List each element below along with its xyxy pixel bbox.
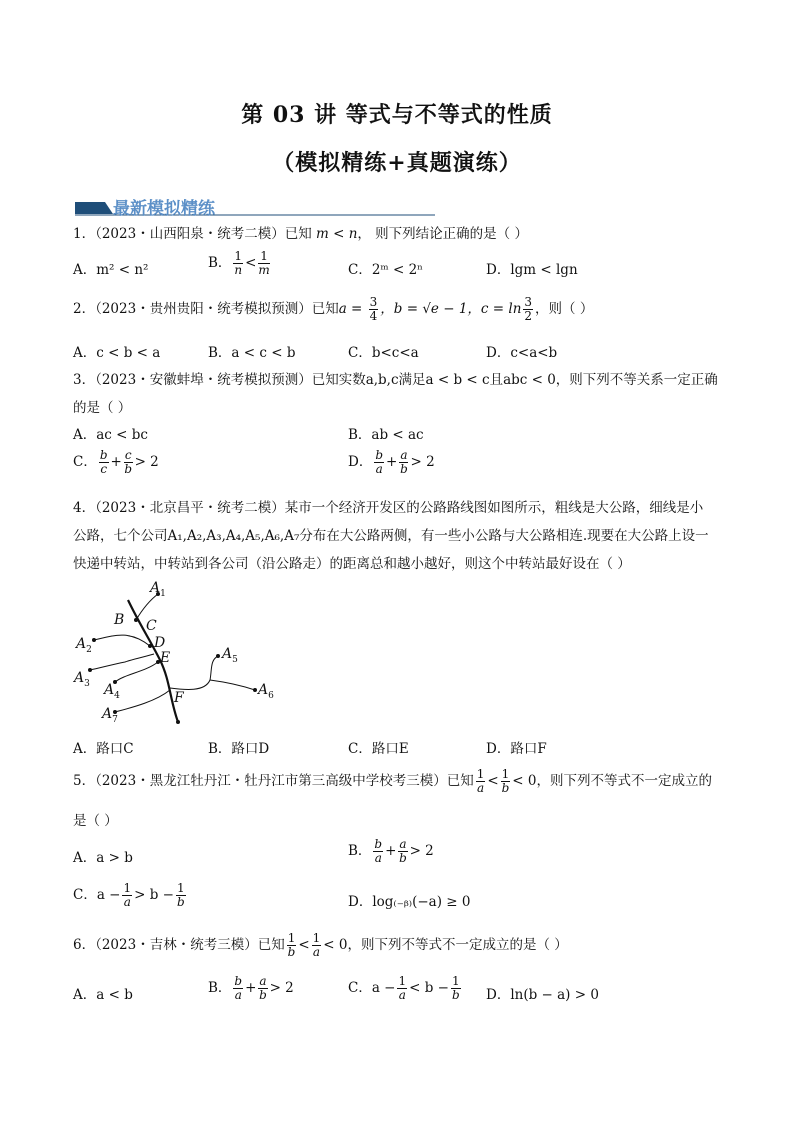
label-c: C <box>146 618 157 634</box>
q6-option-c: C．a − $\frac{1}{a}$ < b − $\frac{1}{b}$ <box>348 974 460 1002</box>
label-b: B <box>114 612 125 628</box>
q2-option-a: A．c < b < a <box>73 345 161 361</box>
q3-stem-line1: 3．（2023・安徽蚌埠・统考模拟预测）已知实数a,b,c满足a < b < c且abc < 0，则下列不等关系一定正确 <box>73 372 718 388</box>
q6-option-a: A．a < b <box>73 987 133 1003</box>
q4-option-a: A．路口C <box>73 741 134 757</box>
q5-option-c: C．a − $\frac{1}{a}$ > b − $\frac{1}{b}$ <box>73 881 185 909</box>
q4-option-c: C．路口E <box>348 741 409 757</box>
q5-option-d: D．log₍₋ᵦ₎(−a) ≥ 0 <box>348 894 471 910</box>
label-a5: $A_5$ <box>222 646 238 665</box>
q3-option-d: D． $\frac{b}{a}$ + $\frac{a}{b}$ > 2 <box>348 448 435 476</box>
q5-stem-line2: 是（ ） <box>73 813 118 829</box>
page-subtitle: （模拟精练+真题演练） <box>272 150 522 176</box>
q1-stem: 1．（2023・山西阳泉・统考二模）已知 m < n， 则下列结论正确的是（ ） <box>73 226 528 242</box>
q5-stem-line1: 5．（2023・黑龙江牡丹江・牡丹江市第三高级中学校考三模）已知 $\frac{1}{a}$ < $\frac{1}{b}$ < 0，则下列不等式不一定成立的 <box>73 767 712 795</box>
q2-option-b: B．a < c < b <box>208 345 296 361</box>
q4-stem-line1: 4．（2023・北京昌平・统考二模）某市一个经济开发区的公路路线图如图所示，粗线是大公路，细线是小 <box>73 500 704 516</box>
q3-stem-line2: 的是（ ） <box>73 400 132 416</box>
q1-option-c: C．2ᵐ < 2ⁿ <box>348 262 424 278</box>
label-f: F <box>174 690 184 706</box>
q3-option-c: C． $\frac{b}{c}$ + $\frac{c}{b}$ > 2 <box>73 448 159 476</box>
q1-option-d: D．lgm < lgn <box>486 262 578 278</box>
label-e: E <box>160 650 171 666</box>
section-heading: 最新模拟精练 <box>113 199 215 219</box>
section-banner <box>75 194 435 218</box>
label-a4: $A_4$ <box>104 682 120 701</box>
q5-option-b: B． $\frac{b}{a}$ + $\frac{a}{b}$ > 2 <box>348 837 434 865</box>
page-title: 第 03 讲 等式与不等式的性质 <box>241 102 553 128</box>
q1-option-a: A．m² < n² <box>73 262 149 278</box>
label-a3: $A_3$ <box>74 670 90 689</box>
q2-option-d: D．c<a<b <box>486 345 558 361</box>
label-a2: $A_2$ <box>76 636 92 655</box>
q3-option-b: B．ab < ac <box>348 427 424 443</box>
q5-option-a: A．a > b <box>73 850 133 866</box>
q4-option-b: B．路口D <box>208 741 270 757</box>
q4-stem-line2: 公路，七个公司A₁,A₂,A₃,A₄,A₅,A₆,A₇分布在大公路两侧，有一些小公路与大公路相连.现要在大公路上设一 <box>73 528 709 544</box>
q6-stem: 6．（2023・吉林・统考三模）已知 $\frac{1}{b}$ < $\frac{1}{a}$ < 0，则下列不等式不一定成立的是（ ） <box>73 931 568 959</box>
q3-option-a: A．ac < bc <box>73 427 148 443</box>
road-map-figure <box>70 580 290 730</box>
q2-stem: 2．（2023・贵州贵阳・统考模拟预测）已知a = $\frac{3}{4}$ ，b = √e − 1，c = ln $\frac{3}{2}$ ，则（ ） <box>73 295 594 323</box>
label-a6: $A_6$ <box>258 682 274 701</box>
label-d: D <box>154 635 166 651</box>
q6-option-b: B． $\frac{b}{a}$ + $\frac{a}{b}$ > 2 <box>208 974 294 1002</box>
q1-option-b: B． $\frac{1}{n}$ < $\frac{1}{m}$ <box>208 249 270 277</box>
label-a7: $A_7$ <box>102 706 118 725</box>
q6-option-d: D．ln(b − a) > 0 <box>486 987 599 1003</box>
q2-option-c: C．b<c<a <box>348 345 419 361</box>
label-a1: $A_1$ <box>150 580 166 599</box>
q4-option-d: D．路口F <box>486 741 547 757</box>
q4-stem-line3: 快递中转站，中转站到各公司（沿公路走）的距离总和越小越好，则这个中转站最好设在（ ） <box>73 556 631 572</box>
